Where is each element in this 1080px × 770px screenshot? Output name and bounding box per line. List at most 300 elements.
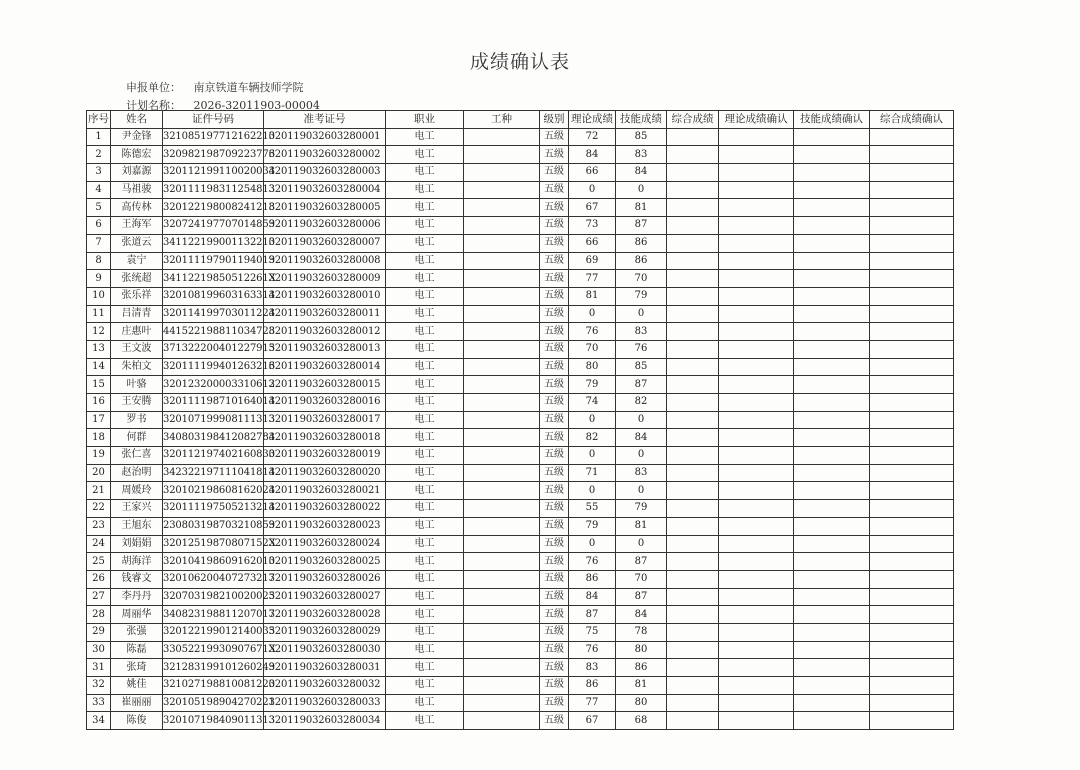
cell-col-theory-confirm xyxy=(719,287,794,305)
cell-col-index: 22 xyxy=(87,500,111,518)
cell-col-overall-score xyxy=(667,606,719,624)
cell-col-occupation: 电工 xyxy=(386,482,464,500)
cell-col-overall-score xyxy=(667,394,719,412)
cell-col-skill-score: 81 xyxy=(616,677,667,695)
cell-col-job-type xyxy=(464,429,540,447)
table-row xyxy=(87,712,954,730)
cell-col-skill-confirm xyxy=(794,340,870,358)
cell-col-overall-confirm xyxy=(870,146,954,164)
cell-col-occupation: 电工 xyxy=(386,447,464,465)
cell-col-name: 张乐祥 xyxy=(111,287,163,305)
cell-col-exam-number: 320119032603280004 xyxy=(264,181,386,199)
cell-col-exam-number: 320119032603280011 xyxy=(264,305,386,323)
cell-col-id-number: 320107199908111313 xyxy=(163,411,264,429)
cell-col-theory-confirm xyxy=(719,641,794,659)
cell-col-skill-confirm xyxy=(794,570,870,588)
cell-col-skill-confirm xyxy=(794,376,870,394)
cell-col-occupation: 电工 xyxy=(386,146,464,164)
cell-col-occupation: 电工 xyxy=(386,411,464,429)
cell-col-job-type xyxy=(464,323,540,341)
cell-col-occupation: 电工 xyxy=(386,712,464,730)
cell-col-index: 31 xyxy=(87,659,111,677)
cell-col-overall-score xyxy=(667,588,719,606)
cell-col-index: 16 xyxy=(87,394,111,412)
cell-col-theory-confirm xyxy=(719,199,794,217)
header-col-overall-score: 综合成绩 xyxy=(667,111,719,129)
header-col-skill-score: 技能成绩 xyxy=(616,111,667,129)
cell-col-level: 五级 xyxy=(540,588,569,606)
cell-col-job-type xyxy=(464,570,540,588)
cell-col-theory-confirm xyxy=(719,464,794,482)
cell-col-skill-confirm xyxy=(794,164,870,182)
cell-col-occupation: 电工 xyxy=(386,535,464,553)
cell-col-skill-confirm xyxy=(794,553,870,571)
table-row xyxy=(87,128,954,146)
cell-col-overall-confirm xyxy=(870,394,954,412)
cell-col-occupation: 电工 xyxy=(386,570,464,588)
cell-col-level: 五级 xyxy=(540,164,569,182)
cell-col-skill-score: 87 xyxy=(616,553,667,571)
cell-col-skill-confirm xyxy=(794,270,870,288)
plan-label: 计划名称： xyxy=(126,99,181,112)
table-row xyxy=(87,164,954,182)
cell-col-overall-score xyxy=(667,535,719,553)
table-row xyxy=(87,323,954,341)
cell-col-id-number: 321283199101260249 xyxy=(163,659,264,677)
cell-col-overall-confirm xyxy=(870,447,954,465)
cell-col-index: 4 xyxy=(87,181,111,199)
cell-col-job-type xyxy=(464,358,540,376)
cell-col-skill-confirm xyxy=(794,181,870,199)
cell-col-overall-score xyxy=(667,623,719,641)
cell-col-level: 五级 xyxy=(540,712,569,730)
cell-col-skill-score: 82 xyxy=(616,394,667,412)
cell-col-name: 何群 xyxy=(111,429,163,447)
cell-col-level: 五级 xyxy=(540,394,569,412)
table-row xyxy=(87,270,954,288)
cell-col-overall-confirm xyxy=(870,217,954,235)
cell-col-skill-score: 0 xyxy=(616,482,667,500)
cell-col-occupation: 电工 xyxy=(386,376,464,394)
cell-col-level: 五级 xyxy=(540,570,569,588)
cell-col-index: 26 xyxy=(87,570,111,588)
cell-col-theory-confirm xyxy=(719,659,794,677)
cell-col-theory-score: 67 xyxy=(569,712,616,730)
cell-col-skill-score: 87 xyxy=(616,588,667,606)
cell-col-occupation: 电工 xyxy=(386,270,464,288)
cell-col-overall-score xyxy=(667,464,719,482)
cell-col-job-type xyxy=(464,535,540,553)
cell-col-skill-score: 86 xyxy=(616,659,667,677)
cell-col-name: 周媛玲 xyxy=(111,482,163,500)
cell-col-index: 10 xyxy=(87,287,111,305)
cell-col-theory-confirm xyxy=(719,340,794,358)
cell-col-theory-confirm xyxy=(719,447,794,465)
plan-value: 2026-32011903-00004 xyxy=(193,99,320,112)
cell-col-index: 6 xyxy=(87,217,111,235)
cell-col-skill-score: 76 xyxy=(616,340,667,358)
cell-col-overall-score xyxy=(667,146,719,164)
cell-col-index: 17 xyxy=(87,411,111,429)
cell-col-exam-number: 320119032603280025 xyxy=(264,553,386,571)
cell-col-skill-confirm xyxy=(794,305,870,323)
cell-col-level: 五级 xyxy=(540,411,569,429)
table-row xyxy=(87,181,954,199)
cell-col-overall-score xyxy=(667,199,719,217)
cell-col-skill-confirm xyxy=(794,287,870,305)
cell-col-name: 陈德宏 xyxy=(111,146,163,164)
cell-col-exam-number: 320119032603280003 xyxy=(264,164,386,182)
cell-col-id-number: 320108199603163314 xyxy=(163,287,264,305)
cell-col-overall-score xyxy=(667,482,719,500)
cell-col-exam-number: 320119032603280026 xyxy=(264,570,386,588)
cell-col-overall-confirm xyxy=(870,287,954,305)
cell-col-job-type xyxy=(464,411,540,429)
cell-col-index: 20 xyxy=(87,464,111,482)
cell-col-exam-number: 320119032603280001 xyxy=(264,128,386,146)
cell-col-overall-score xyxy=(667,677,719,695)
cell-col-skill-score: 87 xyxy=(616,217,667,235)
table-row xyxy=(87,305,954,323)
cell-col-overall-confirm xyxy=(870,128,954,146)
cell-col-occupation: 电工 xyxy=(386,694,464,712)
header-col-id-number: 证件号码 xyxy=(163,111,264,129)
cell-col-exam-number: 320119032603280010 xyxy=(264,287,386,305)
cell-col-exam-number: 320119032603280006 xyxy=(264,217,386,235)
cell-col-theory-confirm xyxy=(719,270,794,288)
cell-col-skill-score: 84 xyxy=(616,606,667,624)
cell-col-theory-score: 86 xyxy=(569,677,616,695)
cell-col-level: 五级 xyxy=(540,535,569,553)
cell-col-theory-score: 0 xyxy=(569,305,616,323)
cell-col-id-number: 320724197707014859 xyxy=(163,217,264,235)
cell-col-level: 五级 xyxy=(540,181,569,199)
header-col-level: 级别 xyxy=(540,111,569,129)
cell-col-skill-score: 85 xyxy=(616,358,667,376)
cell-col-exam-number: 320119032603280028 xyxy=(264,606,386,624)
cell-col-theory-score: 74 xyxy=(569,394,616,412)
cell-col-index: 33 xyxy=(87,694,111,712)
cell-col-level: 五级 xyxy=(540,287,569,305)
table-row xyxy=(87,376,954,394)
cell-col-job-type xyxy=(464,694,540,712)
table-row xyxy=(87,429,954,447)
cell-col-job-type xyxy=(464,482,540,500)
cell-col-level: 五级 xyxy=(540,340,569,358)
cell-col-name: 叶骆 xyxy=(111,376,163,394)
cell-col-level: 五级 xyxy=(540,623,569,641)
cell-col-index: 30 xyxy=(87,641,111,659)
cell-col-job-type xyxy=(464,394,540,412)
cell-col-overall-confirm xyxy=(870,712,954,730)
cell-col-overall-confirm xyxy=(870,623,954,641)
cell-col-overall-confirm xyxy=(870,553,954,571)
document-title: 成绩确认表 xyxy=(469,51,570,73)
cell-col-job-type xyxy=(464,164,540,182)
cell-col-job-type xyxy=(464,712,540,730)
cell-col-skill-score: 83 xyxy=(616,464,667,482)
cell-col-skill-score: 0 xyxy=(616,535,667,553)
cell-col-occupation: 电工 xyxy=(386,199,464,217)
cell-col-index: 19 xyxy=(87,447,111,465)
cell-col-index: 12 xyxy=(87,323,111,341)
cell-col-theory-score: 66 xyxy=(569,234,616,252)
cell-col-index: 32 xyxy=(87,677,111,695)
cell-col-occupation: 电工 xyxy=(386,464,464,482)
cell-col-theory-confirm xyxy=(719,376,794,394)
cell-col-overall-score xyxy=(667,553,719,571)
cell-col-job-type xyxy=(464,181,540,199)
cell-col-name: 刘娟娟 xyxy=(111,535,163,553)
cell-col-overall-confirm xyxy=(870,234,954,252)
cell-col-name: 陈磊 xyxy=(111,641,163,659)
cell-col-exam-number: 320119032603280032 xyxy=(264,677,386,695)
cell-col-exam-number: 320119032603280021 xyxy=(264,482,386,500)
cell-col-skill-score: 68 xyxy=(616,712,667,730)
table-row xyxy=(87,535,954,553)
table-row xyxy=(87,500,954,518)
cell-col-exam-number: 320119032603280023 xyxy=(264,517,386,535)
cell-col-theory-confirm xyxy=(719,358,794,376)
cell-col-overall-score xyxy=(667,287,719,305)
cell-col-overall-score xyxy=(667,517,719,535)
table-row xyxy=(87,287,954,305)
cell-col-id-number: 320122199012140035 xyxy=(163,623,264,641)
cell-col-occupation: 电工 xyxy=(386,358,464,376)
unit-label: 申报单位： xyxy=(126,81,181,94)
cell-col-theory-score: 67 xyxy=(569,199,616,217)
cell-col-job-type xyxy=(464,606,540,624)
cell-col-id-number: 320106200407273217 xyxy=(163,570,264,588)
cell-col-theory-score: 83 xyxy=(569,659,616,677)
cell-col-name: 姚佳 xyxy=(111,677,163,695)
cell-col-skill-confirm xyxy=(794,358,870,376)
cell-col-theory-score: 84 xyxy=(569,146,616,164)
cell-col-id-number: 441522198811034728 xyxy=(163,323,264,341)
cell-col-theory-score: 76 xyxy=(569,641,616,659)
cell-col-theory-score: 82 xyxy=(569,429,616,447)
cell-col-name: 赵治明 xyxy=(111,464,163,482)
cell-col-index: 23 xyxy=(87,517,111,535)
header-col-skill-confirm: 技能成绩确认 xyxy=(794,111,870,129)
cell-col-name: 王家兴 xyxy=(111,500,163,518)
table-row xyxy=(87,677,954,695)
cell-col-job-type xyxy=(464,623,540,641)
table-row xyxy=(87,234,954,252)
cell-col-skill-score: 0 xyxy=(616,411,667,429)
cell-col-skill-score: 79 xyxy=(616,500,667,518)
cell-col-occupation: 电工 xyxy=(386,553,464,571)
cell-col-exam-number: 320119032603280012 xyxy=(264,323,386,341)
cell-col-overall-confirm xyxy=(870,659,954,677)
cell-col-skill-score: 0 xyxy=(616,305,667,323)
cell-col-overall-score xyxy=(667,358,719,376)
unit-line xyxy=(126,79,304,95)
cell-col-theory-score: 71 xyxy=(569,464,616,482)
cell-col-theory-confirm xyxy=(719,323,794,341)
cell-col-theory-confirm xyxy=(719,146,794,164)
cell-col-skill-confirm xyxy=(794,146,870,164)
table-row xyxy=(87,411,954,429)
cell-col-skill-score: 81 xyxy=(616,199,667,217)
cell-col-exam-number: 320119032603280016 xyxy=(264,394,386,412)
cell-col-id-number: 320703198210020025 xyxy=(163,588,264,606)
cell-col-name: 张琦 xyxy=(111,659,163,677)
cell-col-occupation: 电工 xyxy=(386,340,464,358)
table-row xyxy=(87,464,954,482)
cell-col-job-type xyxy=(464,305,540,323)
table-row xyxy=(87,641,954,659)
cell-col-overall-confirm xyxy=(870,464,954,482)
cell-col-theory-confirm xyxy=(719,305,794,323)
cell-col-theory-score: 0 xyxy=(569,447,616,465)
cell-col-index: 28 xyxy=(87,606,111,624)
cell-col-name: 庄惠叶 xyxy=(111,323,163,341)
cell-col-name: 高传林 xyxy=(111,199,163,217)
cell-col-name: 李丹丹 xyxy=(111,588,163,606)
cell-col-theory-score: 84 xyxy=(569,588,616,606)
cell-col-index: 14 xyxy=(87,358,111,376)
cell-col-level: 五级 xyxy=(540,199,569,217)
cell-col-theory-confirm xyxy=(719,128,794,146)
cell-col-overall-confirm xyxy=(870,429,954,447)
cell-col-theory-score: 0 xyxy=(569,181,616,199)
cell-col-job-type xyxy=(464,270,540,288)
cell-col-name: 刘嘉源 xyxy=(111,164,163,182)
cell-col-skill-confirm xyxy=(794,128,870,146)
cell-col-index: 15 xyxy=(87,376,111,394)
cell-col-skill-score: 80 xyxy=(616,641,667,659)
cell-col-overall-confirm xyxy=(870,694,954,712)
cell-col-id-number: 34112219850512261X xyxy=(163,270,264,288)
cell-col-name: 马祖骏 xyxy=(111,181,163,199)
cell-col-skill-confirm xyxy=(794,677,870,695)
cell-col-theory-confirm xyxy=(719,623,794,641)
cell-col-index: 3 xyxy=(87,164,111,182)
cell-col-level: 五级 xyxy=(540,482,569,500)
cell-col-theory-confirm xyxy=(719,677,794,695)
cell-col-skill-confirm xyxy=(794,429,870,447)
cell-col-skill-score: 70 xyxy=(616,570,667,588)
cell-col-level: 五级 xyxy=(540,553,569,571)
cell-col-theory-confirm xyxy=(719,712,794,730)
cell-col-name: 罗书 xyxy=(111,411,163,429)
cell-col-overall-confirm xyxy=(870,252,954,270)
table-row xyxy=(87,517,954,535)
cell-col-id-number: 33052219930907671X xyxy=(163,641,264,659)
cell-col-exam-number: 320119032603280020 xyxy=(264,464,386,482)
cell-col-overall-confirm xyxy=(870,588,954,606)
cell-col-theory-score: 73 xyxy=(569,217,616,235)
header-col-index: 序号 xyxy=(87,111,111,129)
cell-col-exam-number: 320119032603280017 xyxy=(264,411,386,429)
cell-col-id-number: 320111197901194019 xyxy=(163,252,264,270)
header-col-exam-number: 准考证号 xyxy=(264,111,386,129)
cell-col-name: 王安腾 xyxy=(111,394,163,412)
cell-col-skill-confirm xyxy=(794,323,870,341)
cell-col-job-type xyxy=(464,376,540,394)
cell-col-theory-score: 76 xyxy=(569,553,616,571)
cell-col-occupation: 电工 xyxy=(386,517,464,535)
cell-col-overall-confirm xyxy=(870,606,954,624)
cell-col-level: 五级 xyxy=(540,376,569,394)
cell-col-theory-score: 72 xyxy=(569,128,616,146)
cell-col-overall-confirm xyxy=(870,199,954,217)
cell-col-level: 五级 xyxy=(540,234,569,252)
table-row xyxy=(87,146,954,164)
cell-col-theory-score: 75 xyxy=(569,623,616,641)
cell-col-overall-score xyxy=(667,570,719,588)
unit-value: 南京铁道车辆技师学院 xyxy=(193,81,304,94)
cell-col-exam-number: 320119032603280014 xyxy=(264,358,386,376)
cell-col-overall-confirm xyxy=(870,677,954,695)
cell-col-overall-confirm xyxy=(870,305,954,323)
cell-col-level: 五级 xyxy=(540,641,569,659)
cell-col-level: 五级 xyxy=(540,429,569,447)
cell-col-theory-confirm xyxy=(719,394,794,412)
cell-col-skill-confirm xyxy=(794,535,870,553)
cell-col-occupation: 电工 xyxy=(386,181,464,199)
cell-col-overall-confirm xyxy=(870,270,954,288)
cell-col-id-number: 321085197712162210 xyxy=(163,128,264,146)
cell-col-theory-score: 55 xyxy=(569,500,616,518)
cell-col-skill-score: 86 xyxy=(616,234,667,252)
cell-col-name: 张统超 xyxy=(111,270,163,288)
cell-col-skill-confirm xyxy=(794,199,870,217)
cell-col-theory-confirm xyxy=(719,234,794,252)
cell-col-theory-score: 70 xyxy=(569,340,616,358)
cell-col-overall-score xyxy=(667,659,719,677)
cell-col-skill-score: 79 xyxy=(616,287,667,305)
cell-col-exam-number: 320119032603280008 xyxy=(264,252,386,270)
cell-col-occupation: 电工 xyxy=(386,217,464,235)
cell-col-id-number: 32012519870807152X xyxy=(163,535,264,553)
cell-col-id-number: 371322200401227915 xyxy=(163,340,264,358)
cell-col-theory-score: 0 xyxy=(569,411,616,429)
cell-col-occupation: 电工 xyxy=(386,287,464,305)
header-col-job-type: 工种 xyxy=(464,111,540,129)
table-row xyxy=(87,482,954,500)
cell-col-overall-score xyxy=(667,305,719,323)
cell-col-occupation: 电工 xyxy=(386,500,464,518)
cell-col-level: 五级 xyxy=(540,217,569,235)
cell-col-occupation: 电工 xyxy=(386,394,464,412)
cell-col-name: 袁宁 xyxy=(111,252,163,270)
cell-col-skill-confirm xyxy=(794,394,870,412)
cell-col-id-number: 320105198904270221 xyxy=(163,694,264,712)
cell-col-name: 王文波 xyxy=(111,340,163,358)
cell-col-theory-confirm xyxy=(719,553,794,571)
cell-col-exam-number: 320119032603280019 xyxy=(264,447,386,465)
cell-col-level: 五级 xyxy=(540,252,569,270)
cell-col-occupation: 电工 xyxy=(386,252,464,270)
cell-col-theory-score: 0 xyxy=(569,535,616,553)
table-row xyxy=(87,570,954,588)
cell-col-theory-confirm xyxy=(719,482,794,500)
cell-col-index: 1 xyxy=(87,128,111,146)
cell-col-skill-confirm xyxy=(794,447,870,465)
header-col-occupation: 职业 xyxy=(386,111,464,129)
cell-col-exam-number: 320119032603280033 xyxy=(264,694,386,712)
cell-col-job-type xyxy=(464,641,540,659)
cell-col-level: 五级 xyxy=(540,677,569,695)
cell-col-id-number: 342322197111041814 xyxy=(163,464,264,482)
cell-col-exam-number: 320119032603280007 xyxy=(264,234,386,252)
cell-col-id-number: 320111198710164014 xyxy=(163,394,264,412)
cell-col-theory-confirm xyxy=(719,570,794,588)
cell-col-skill-score: 78 xyxy=(616,623,667,641)
cell-col-skill-confirm xyxy=(794,659,870,677)
